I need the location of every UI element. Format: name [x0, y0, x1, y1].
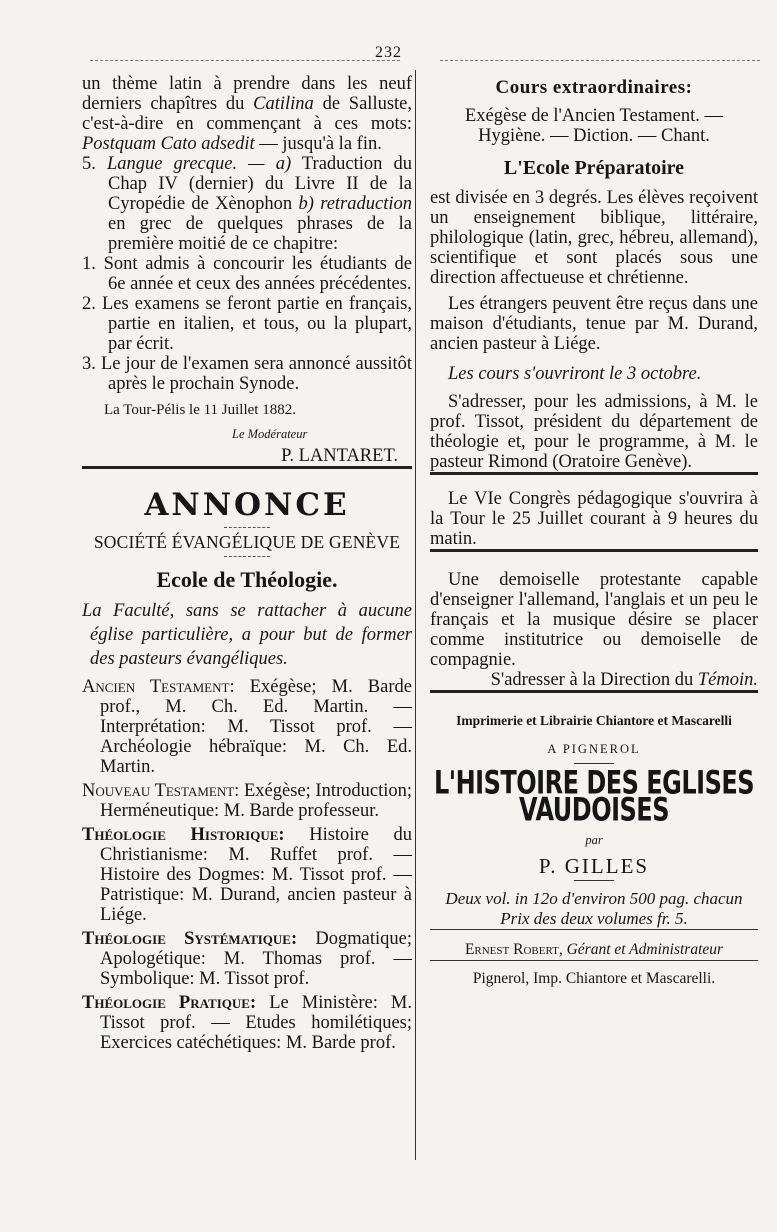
ornament-rule: [224, 527, 270, 528]
item-langue-grecque: 5. Langue grecque. — a) Traduction du Chap IV (dernier) du Livre II de la Cyropédie de Xènophon b) retraduction en grec de quelques phrases de la première moitié de ce chapitre:: [82, 154, 412, 254]
section-rule: [430, 472, 758, 475]
imprimerie-line: Imprimerie et Librairie Chiantore et Mascarelli: [456, 713, 732, 728]
cours-extraordinaires-heading: Cours extraordinaires:: [495, 77, 693, 98]
course-ancien-testament: Ancien Testament: Exégèse; M. Barde prof., M. Ch. Ed. Martin. — Interprétation: M. Tissot prof. — Archéologie hébraïque: M. Ch. Ed. Martin.: [82, 677, 412, 777]
dateline: La Tour-Pélis le 11 Juillet 1882.: [104, 402, 296, 418]
course-theologie-systematique: Théologie Systématique: Dogmatique; Apologétique: M. Thomas prof. — Symbolique: M. Tissot prof.: [82, 929, 412, 989]
temoin-address: S'adresser à la Direction du Témoin.: [490, 670, 758, 690]
congres-notice: Le VIe Congrès pédagogique s'ouvrira à la Tour le 25 Juillet courant à 9 heures du matin.: [430, 489, 758, 549]
header-rule-left: [90, 60, 400, 61]
section-rule: [430, 960, 758, 961]
section-rule: [82, 466, 412, 469]
note-2: 2. Les examens se feront partie en français, partie en italien, et tous, ou la plupart, par écrit.: [82, 294, 413, 354]
note-1: 1. Sont admis à concourir les étudiants de 6e année et ceux des années précédentes.: [82, 254, 412, 294]
section-rule: [430, 549, 758, 552]
section-rule: [430, 690, 758, 693]
par-label: par: [585, 833, 603, 847]
pignerol-line: A PIGNEROL: [547, 742, 641, 756]
adresser-text: S'adresser, pour les admissions, à M. le prof. Tissot, président du département de théologie et, pour le programme, à M. le pasteur Rimond (Oratoire Genève).: [430, 392, 758, 472]
left-column: [82, 74, 412, 1053]
histoire-title: L'HISTOIRE DES EGLISES VAUDOISES: [433, 763, 755, 829]
signature: P. LANTARET.: [281, 446, 398, 466]
right-column: [430, 74, 758, 989]
cours-octobre: Les cours s'ouvriront le 3 octobre.: [448, 364, 702, 384]
header-rule-right: [440, 60, 760, 61]
section-rule: [430, 929, 758, 930]
ecole-theologie-heading: Ecole de Théologie.: [156, 567, 338, 592]
etrangers-text: Les étrangers peuvent être reçus dans une maison d'étudiants, tenue par M. Durand, ancien pasteur à Liége.: [430, 294, 758, 354]
page-number: 232: [375, 44, 402, 61]
ecole-preparatoire-text: est divisée en 3 degrés. Les élèves reçoivent un enseignement biblique, littéraire, philologique (latin, grec, hébreu, allemand), scientifique et sont placés sous une direction affectueuse et chrétienne.: [430, 188, 758, 288]
price-line: Prix des deux volumes fr. 5.: [500, 909, 688, 928]
volumes-line: Deux vol. in 12o d'environ 500 pag. chacun: [445, 889, 743, 908]
exam-intro: un thème latin à prendre dans les neuf derniers chapîtres du Catilina de Salluste, c'est-à-dire en commençant à ces mots: Postquam Cato adsedit — jusqu'à la fin.: [82, 74, 413, 154]
course-theologie-historique: Théologie Historique: Histoire du Christianisme: M. Ruffet prof. — Histoire des Dogmes: M. Tissot prof. — Patristique: M. Durand, ancien pasteur à Liége.: [82, 825, 412, 925]
ecole-preparatoire-heading: L'Ecole Préparatoire: [503, 157, 685, 179]
faculte-statement: La Faculté, sans se rattacher à aucune église particulière, a pour but de former des pasteurs évangéliques.: [82, 601, 412, 669]
printer-footer: Pignerol, Imp. Chiantore et Mascarelli.: [472, 970, 716, 987]
course-theologie-pratique: Théologie Pratique: Le Ministère: M. Tissot prof. — Etudes homilétiques; Exercices catéchétiques: M. Barde prof.: [82, 993, 412, 1053]
demoiselle-notice: Une demoiselle protestante capable d'enseigner l'allemand, l'anglais et un peu le français et la musique désire se placer comme institutrice ou demoiselle de compagnie.: [430, 570, 758, 670]
author-name: P. GILLES: [538, 854, 650, 878]
societe-heading: SOCIÉTÉ ÉVANGÉLIQUE DE GENÈVE: [93, 532, 401, 552]
moderateur-label: Le Modérateur: [232, 427, 308, 441]
annonce-heading: ANNONCE: [144, 487, 350, 523]
ornament-rule: [574, 880, 614, 881]
cours-extraordinaires-list: Exégèse de l'Ancien Testament. — Hygiène. — Diction. — Chant.: [464, 106, 724, 146]
ornament-rule: [224, 556, 270, 557]
note-3: 3. Le jour de l'examen sera annoncé aussitôt après le prochain Synode.: [82, 354, 413, 394]
course-nouveau-testament: Nouveau Testament: Exégèse; Introduction; Herméneutique: M. Barde professeur.: [82, 781, 413, 821]
column-divider: [415, 70, 416, 1160]
gerant-line: Ernest Robert, Gérant et Administrateur: [464, 941, 724, 958]
